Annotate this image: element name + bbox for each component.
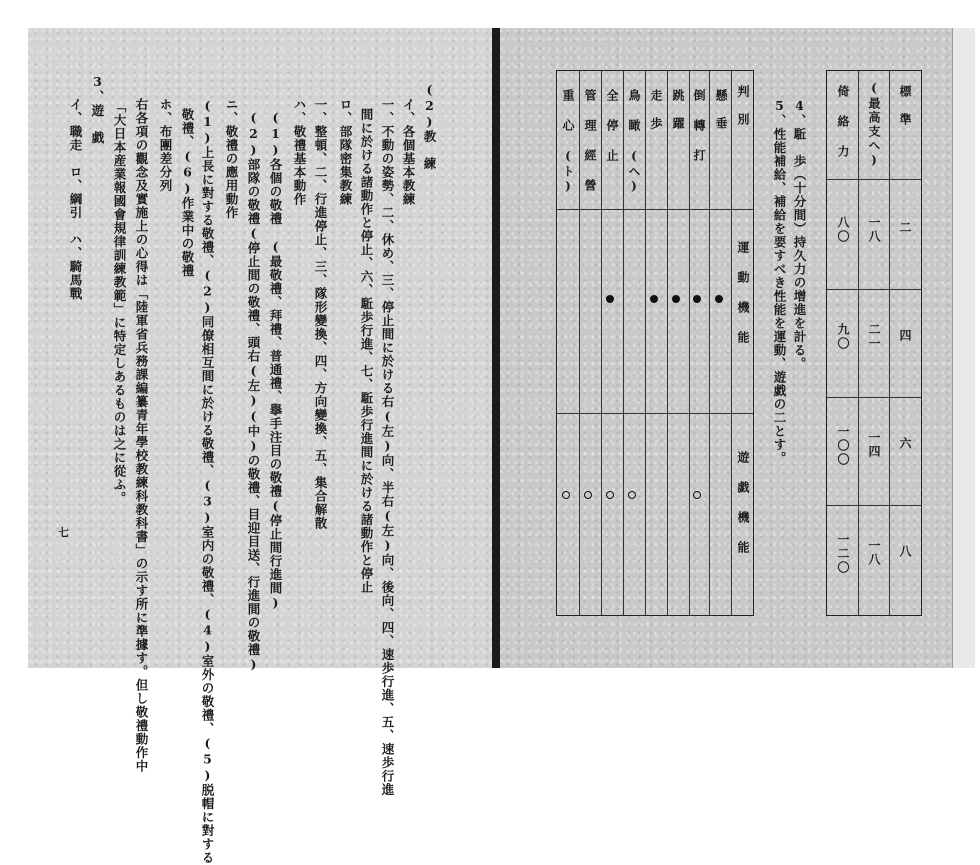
table-a-cell: 一四: [867, 431, 881, 459]
item-ro-heading: ロ、部隊密集教練: [338, 98, 353, 206]
item-ni-line1: (1)上長に對する敬禮、(2)同僚相互間に於ける敬禮、(3)室内の敬禮、(4)室外の敬禮、(5)脱帽に對する: [200, 98, 215, 865]
table-b-row-label: 全 停 止: [605, 89, 619, 163]
item-i-line1: 一、不動の姿勢、二、休め、三、停止間に於ける右(左)向、半右(左)向、後向、四、速歩行進、五、速歩行進: [380, 98, 395, 797]
section3-number: 3、: [90, 74, 105, 104]
table-b-group-motion: 運 動 機 能: [736, 241, 750, 345]
table-b-row-label: 跳 躍: [671, 89, 685, 131]
dot-mark: [650, 295, 658, 303]
table-b-header: 判 別: [736, 85, 750, 127]
ring-mark: [584, 491, 592, 499]
judgement-table: [556, 70, 754, 616]
standard-table: [826, 70, 922, 616]
item-ha-heading: ハ、敬禮基本動作: [292, 98, 307, 206]
table-a-cell: 二一: [867, 323, 881, 351]
table-a-cell: 九〇: [836, 323, 850, 351]
table-b-row-label: 重 心 (ト): [561, 89, 575, 195]
item-ho-line2: 「大日本産業報國會規律訓練教範」に特定しあるものは之に從ふ。: [112, 100, 127, 505]
item-5: 5、性能補給、補給を要すべき性能を運動、遊戯の二とす。: [772, 98, 787, 465]
table-b-row-label: 走 歩: [649, 89, 663, 131]
table-b-group-play: 遊 戯 機 能: [736, 451, 750, 555]
dot-mark: [606, 295, 614, 303]
ring-mark: [562, 491, 570, 499]
dot-mark: [672, 295, 680, 303]
page-number: 七: [58, 526, 69, 539]
table-a-cell: 一二〇: [836, 533, 850, 575]
table-a-cell: 一八: [867, 539, 881, 567]
ring-mark: [606, 491, 614, 499]
table-b-row-label: 管 理 經 營: [583, 89, 597, 193]
section3-items: イ、職走 ロ、綱引 ハ、騎馬戰: [68, 98, 83, 301]
item-i-heading: イ、各個基本教練: [401, 98, 416, 206]
ring-mark: [628, 491, 636, 499]
table-a-cell: 一〇〇: [836, 425, 850, 467]
page-edge: [952, 28, 975, 668]
item-ha-line2: (2)部隊の敬禮(停止間の敬禮、頭右(左)(中)の敬禮、目迎目送、行進間の敬禮): [246, 110, 261, 673]
item-ni-line2: 敬禮、(6)作業中の敬禮: [180, 108, 195, 278]
table-b-row-label: 懸 垂: [714, 89, 728, 131]
dot-mark: [693, 295, 701, 303]
item-ho-line1: 右各項の觀念及實施上の心得は「陸軍省兵務課編纂青年學校教練科教科書」の示す所に準據す。但し敬禮動作中: [134, 98, 149, 773]
item-ro-line1: 一、整頓、二、行進停止、三、隊形變換、四、方向變換、五、集合解散: [313, 98, 328, 530]
table-a-cell: 六: [898, 437, 912, 451]
table-b-row-label: 鳥 瞰 (へ): [627, 89, 641, 195]
table-a-cell: 二: [898, 221, 912, 235]
table-b-row-label: 倒 轉 打: [692, 89, 706, 163]
item-i-line2: 間に於ける諸動作と停止、六、駈歩行進、七、駈歩行進間に於ける諸動作と停止: [359, 108, 374, 594]
table-a-cell: 一八: [867, 216, 881, 244]
table-a-row-label: 倚 絡 力: [836, 85, 850, 159]
ring-mark: [693, 491, 701, 499]
item-ho-heading: ホ、布團差分列: [158, 98, 173, 193]
table-a-cell: 四: [898, 329, 912, 343]
table-a-cell: 八〇: [836, 216, 850, 244]
book-gutter: [492, 28, 500, 668]
item-ni-heading: ニ、敬禮の應用動作: [224, 98, 239, 220]
table-a-row-label: (最高支へ): [867, 81, 881, 169]
item-ha-line1: (1)各個の敬禮 (最敬禮、拜禮、普通禮、擧手注目の敬禮(停止間行進間): [268, 110, 283, 611]
table-a-row-label: 標 準: [898, 85, 912, 127]
table-a-cell: 八: [898, 545, 912, 559]
section3-title: 遊 戯: [90, 104, 105, 145]
section-heading: (2)教 練: [422, 82, 437, 171]
item-4: 4、駈 歩（十分間）持久力の增進を計る。: [792, 98, 807, 371]
dot-mark: [715, 295, 723, 303]
